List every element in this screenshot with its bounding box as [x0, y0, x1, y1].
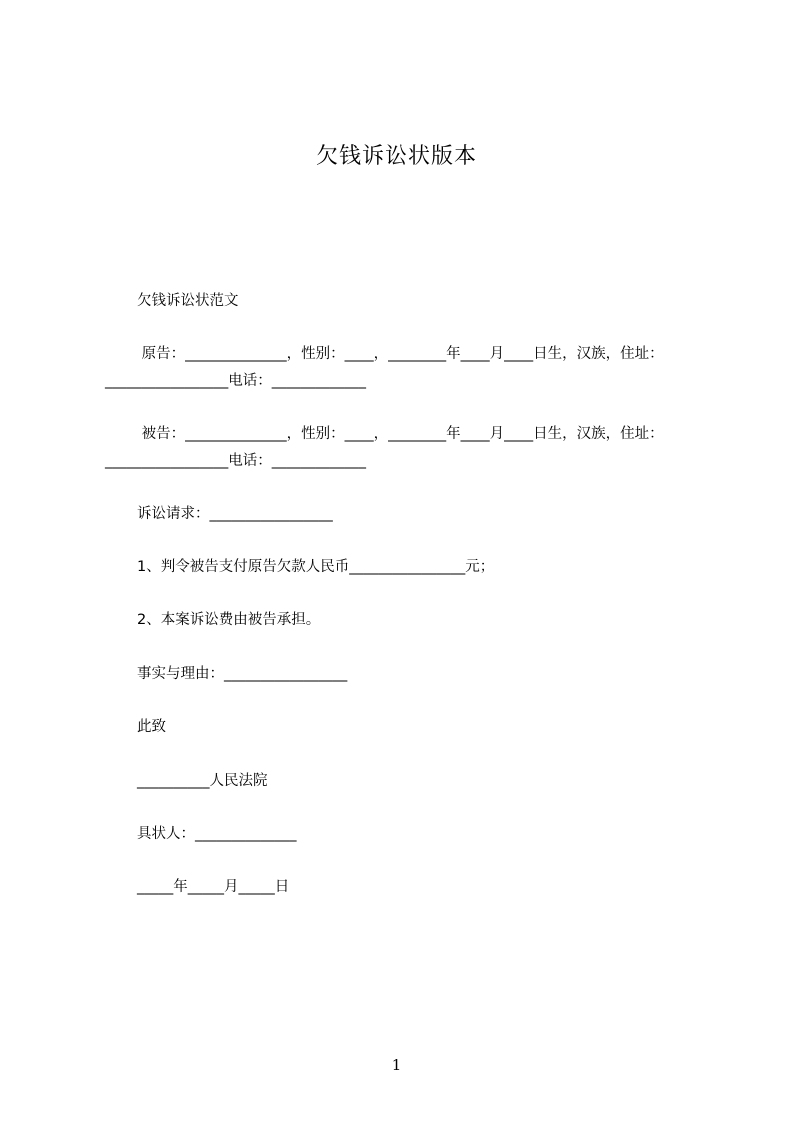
signer-line: 具状人：______________ — [137, 826, 297, 842]
date-line: _____年_____月_____日 — [137, 879, 290, 895]
defendant-line-1: 被告：______________，性别：____，________年____月____日生，汉族，住址： — [137, 426, 664, 442]
page-number: 1 — [391, 1056, 402, 1074]
defendant-line-2: _________________电话：_____________ — [105, 453, 366, 469]
claims-heading: 诉讼请求：_________________ — [137, 506, 333, 522]
claim-item-1: 1、判令被告支付原告欠款人民币________________元； — [137, 559, 495, 575]
facts-heading: 事实与理由：_________________ — [137, 666, 348, 682]
court-line: __________人民法院 — [137, 773, 268, 789]
claim-item-2: 2、本案诉讼费由被告承担。 — [137, 612, 321, 628]
salutation: 此致 — [137, 719, 166, 735]
document-title: 欠钱诉讼状版本 — [315, 144, 477, 169]
plaintiff-line-1: 原告：______________，性别：____，________年____月____日生，汉族，住址： — [137, 346, 664, 362]
document-subtitle: 欠钱诉讼状范文 — [137, 293, 239, 309]
plaintiff-line-2: _________________电话：_____________ — [105, 373, 366, 389]
